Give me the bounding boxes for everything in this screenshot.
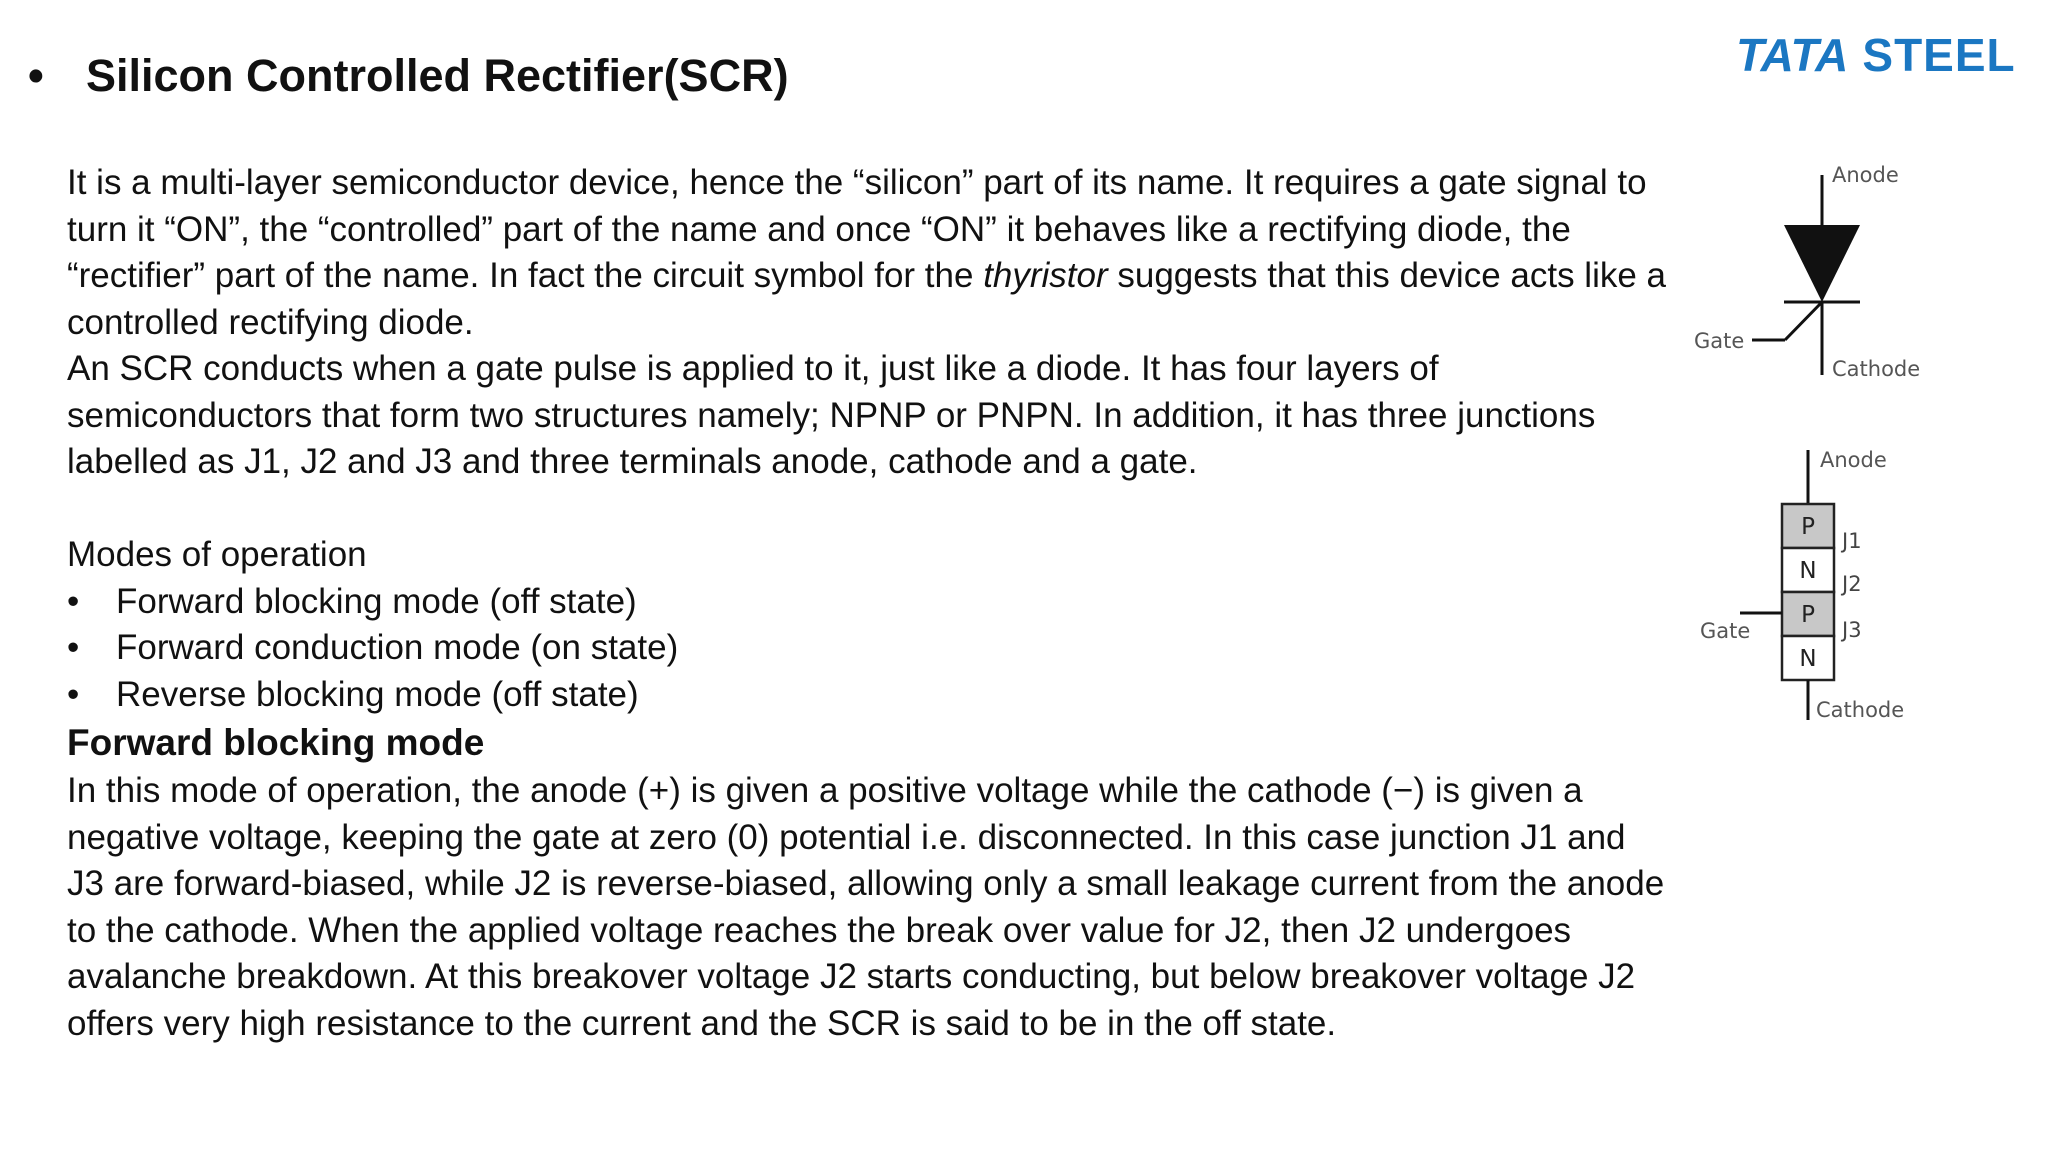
diode-triangle: [1784, 225, 1860, 302]
junction-j2-label: J2: [1842, 572, 1862, 596]
title-text: Silicon Controlled Rectifier(SCR): [86, 50, 789, 101]
layer-gate-label: Gate: [1700, 619, 1751, 643]
modes-list: [67, 579, 1667, 719]
title-bullet: •: [28, 50, 44, 101]
symbol-cathode-label: Cathode: [1832, 357, 1921, 381]
layer-p2-label: P: [1801, 602, 1815, 628]
logo-tata: TATA: [1736, 29, 1849, 81]
tata-steel-logo: [1736, 28, 2016, 82]
intro-text-end: suggests that this device acts like a controlled rectifying diode.: [67, 256, 1666, 342]
list-item: • Reverse blocking mode (off state): [67, 672, 1667, 719]
layer-anode-label: Anode: [1820, 448, 1887, 472]
symbol-gate-label: Gate: [1694, 329, 1745, 353]
slide-title: [28, 50, 789, 102]
thyristor-symbol-diagram: [1660, 150, 1930, 390]
forward-blocking-heading: Forward blocking mode: [67, 722, 485, 763]
intro-paragraph: [67, 160, 1667, 346]
intro-paragraph-2: An SCR conducts when a gate pulse is applied to it, just like a diode. It has four layers of semiconductors that form two structures namely; NPNP or PNPN. In addition, it has three junctions labelled as J1, J2 and J3 and three terminals anode, cathode and a gate.: [67, 349, 1596, 481]
pnpn-layer-diagram: [1700, 440, 1940, 740]
layer-n2-label: N: [1799, 646, 1817, 672]
logo-steel: STEEL: [1862, 29, 2016, 81]
symbol-anode-label: Anode: [1832, 163, 1899, 187]
intro-text-start: It is a multi-layer semiconductor device, hence the “silicon” part of its name. It requires a gate signal to turn it “ON”, the “controlled” part of the name and once “ON” it behaves like a rectifying diode, the “rectifier” part of the name. In fact the circuit symbol for the: [67, 163, 1647, 295]
layer-p1-label: P: [1801, 514, 1815, 540]
junction-j1-label: J1: [1842, 529, 1862, 553]
modes-heading: Modes of operation: [67, 535, 367, 574]
body-text: [67, 160, 1667, 1047]
layer-n1-label: N: [1799, 558, 1817, 584]
intro-italic-term: thyristor: [983, 256, 1108, 295]
forward-blocking-text: In this mode of operation, the anode (+) is given a positive voltage while the cathode (−) is given a negative voltage, keeping the gate at zero (0) potential i.e. disconnected. In this case junction J1 and J3 are forward-biased, while J2 is reverse-biased, allowing only a small leakage current from the anode to the cathode. When the applied voltage reaches the break over value for J2, then J2 undergoes avalanche breakdown. At this breakover voltage J2 starts conducting, but below breakover voltage J2 offers very high resistance to the current and the SCR is said to be in the off state.: [67, 771, 1665, 1043]
list-item: • Forward blocking mode (off state): [67, 579, 1667, 626]
junction-j3-label: J3: [1842, 618, 1862, 642]
layer-cathode-label: Cathode: [1816, 698, 1905, 722]
gate-lead-diagonal: [1785, 302, 1822, 340]
list-item: • Forward conduction mode (on state): [67, 625, 1667, 672]
